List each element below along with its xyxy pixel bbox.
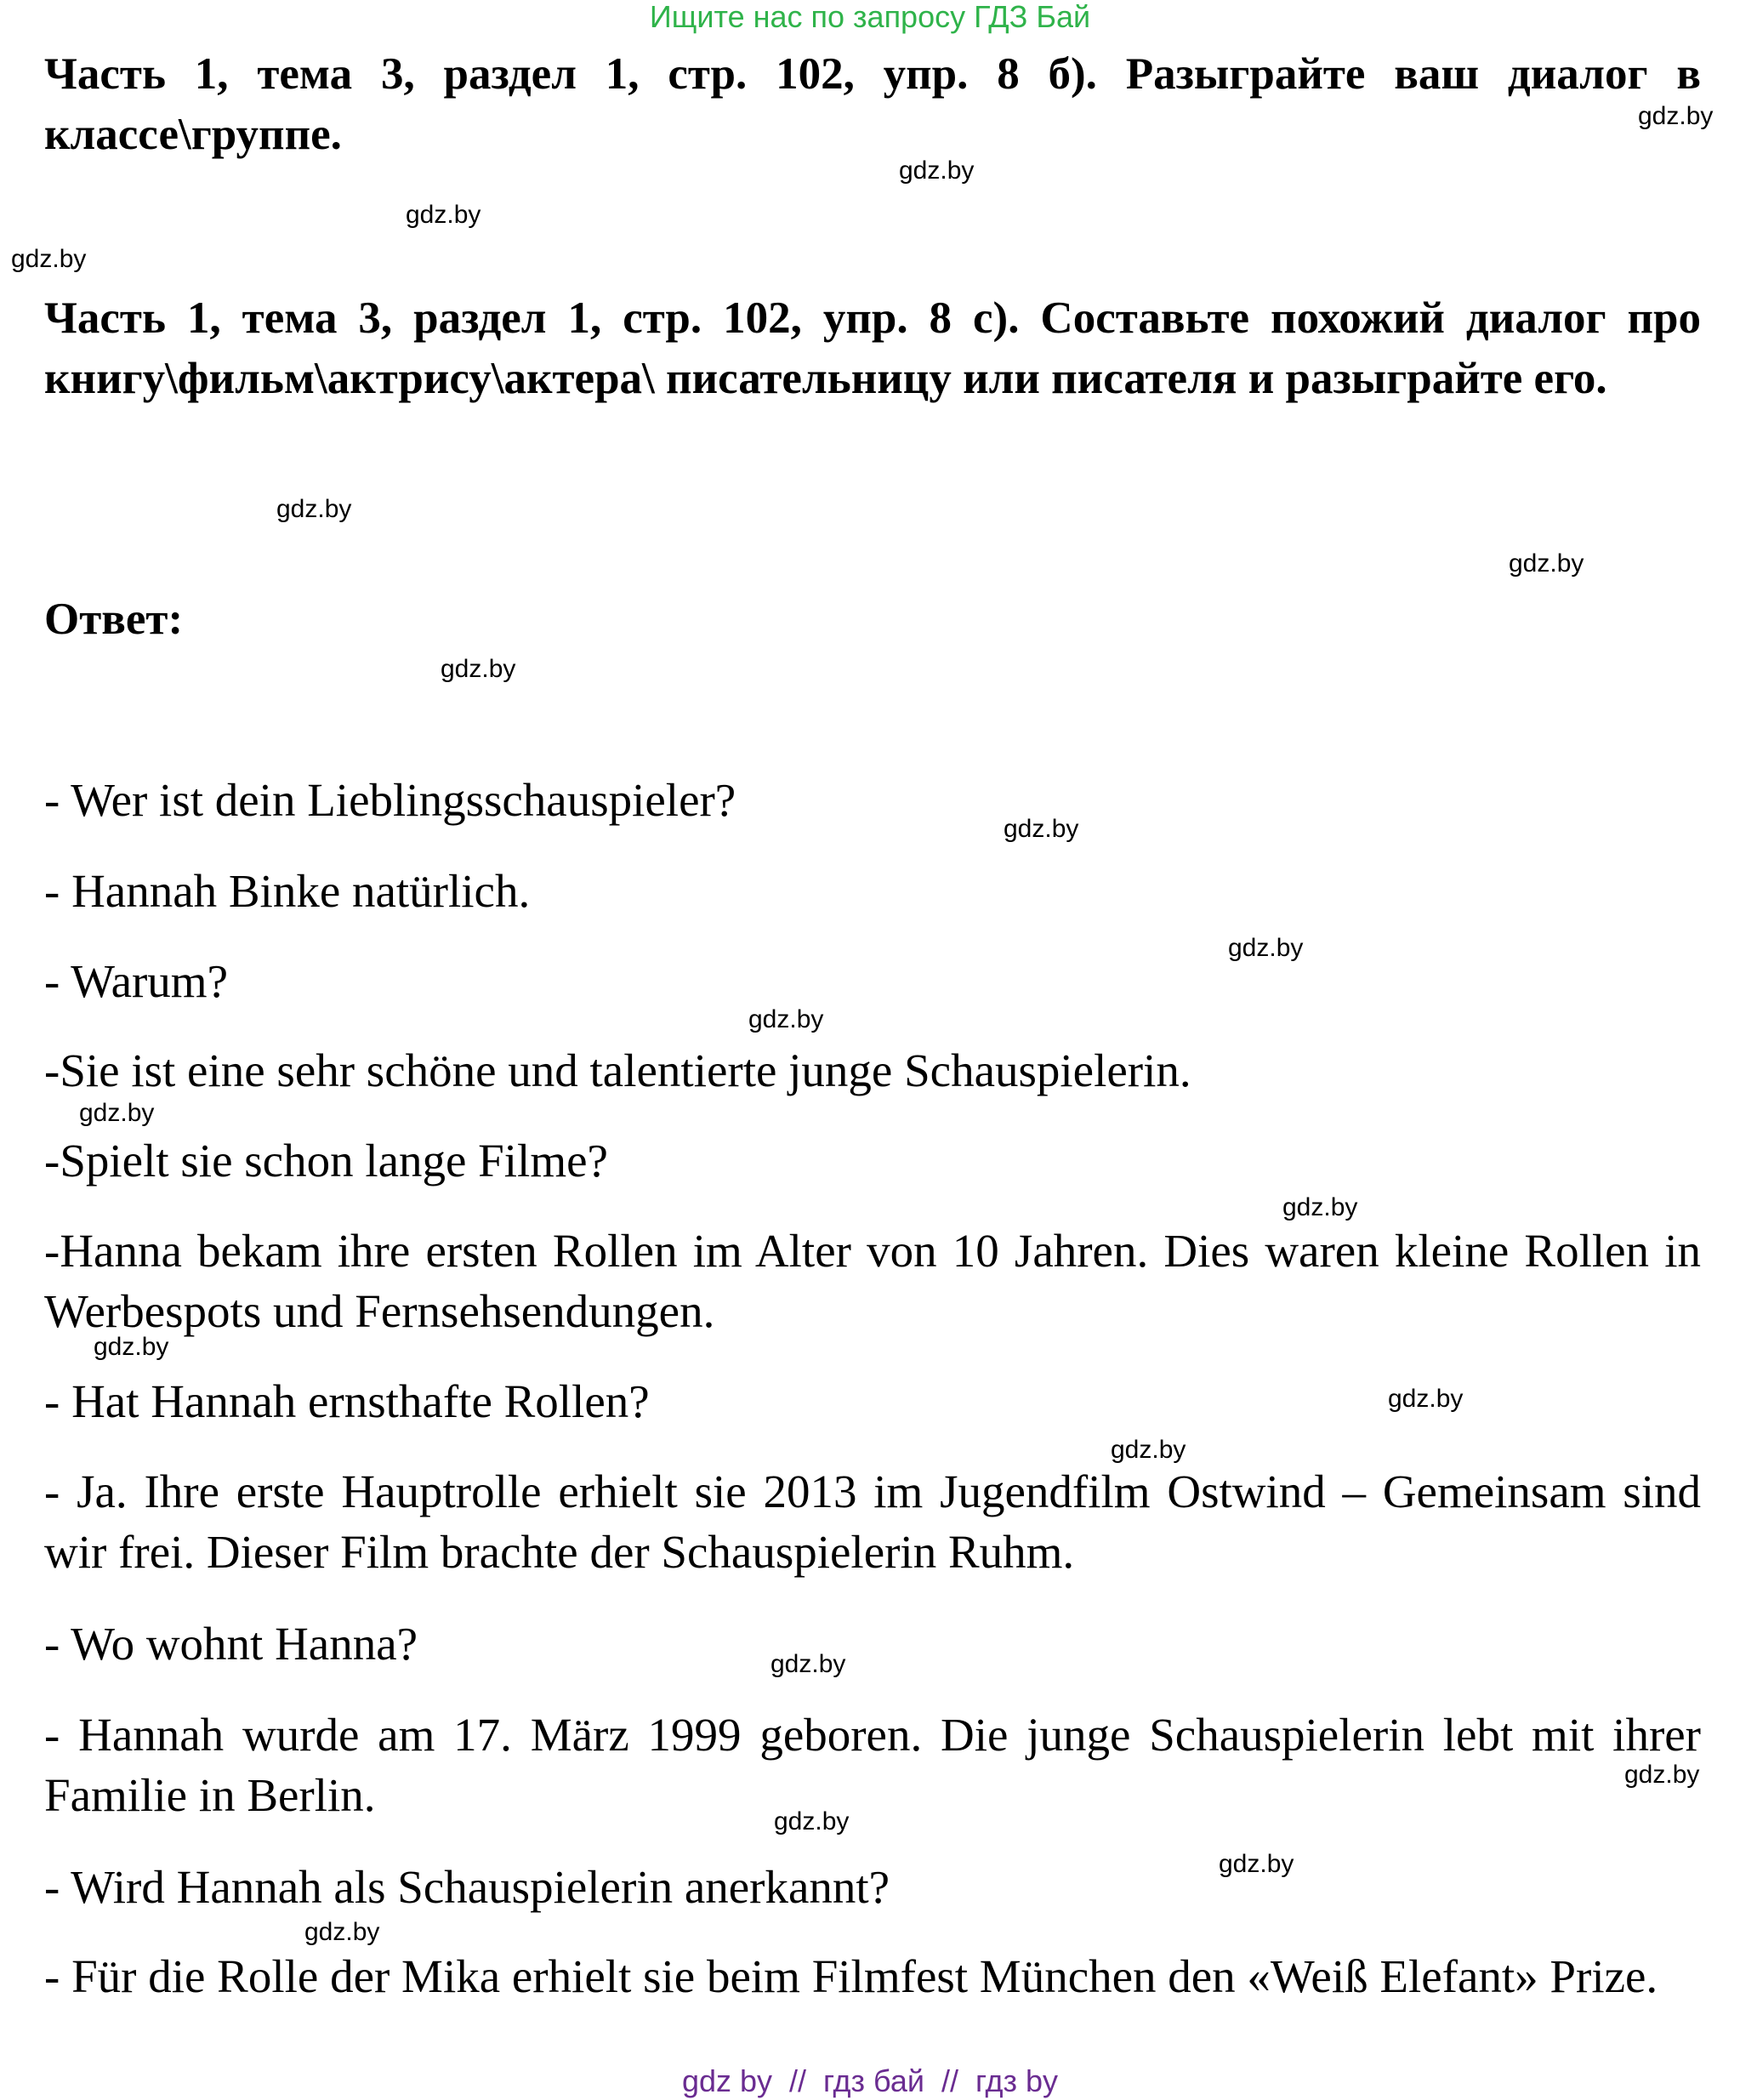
watermark-text: gdz.by: [1282, 1193, 1358, 1221]
task-heading-8b: Часть 1, тема 3, раздел 1, стр. 102, упр. 8 б). Разыграйте ваш диалог в классе\группе.: [44, 49, 1701, 159]
footer-link[interactable]: gdz by // гдз бай // гдз by: [681, 2063, 1059, 2098]
watermark-text: gdz.by: [1509, 549, 1584, 578]
dialogue-line: - Für die Rolle der Mika erhielt sie beim Filmfest München den «Weiß Elefant» Prize.: [44, 1950, 1658, 2002]
watermark-text: gdz.by: [748, 1005, 824, 1033]
watermark-text: gdz.by: [304, 1918, 380, 1946]
dialogue-line: -Hanna bekam ihre ersten Rollen im Alter von 10 Jahren. Dies waren kleine Rollen in Werbespots und Fernsehsendungen.: [44, 1225, 1701, 1337]
watermark-text: gdz.by: [406, 201, 481, 229]
watermark-text: gdz.by: [441, 655, 516, 683]
watermark-text: gdz.by: [899, 157, 975, 185]
watermark-text: gdz.by: [774, 1807, 850, 1835]
top-banner-link[interactable]: Ищите нас по запросу ГДЗ Бай: [649, 0, 1091, 34]
dialogue-line: - Hat Hannah ernsthafte Rollen?: [44, 1375, 650, 1427]
watermark-text: gdz.by: [770, 1650, 846, 1678]
watermark-text: gdz.by: [1624, 1761, 1700, 1789]
dialogue-line: -Spielt sie schon lange Filme?: [44, 1135, 608, 1187]
watermark-text: gdz.by: [276, 495, 352, 523]
dialogue-line: - Warum?: [44, 955, 228, 1007]
dialogue-line: - Wo wohnt Hanna?: [44, 1618, 418, 1670]
watermark-text: gdz.by: [1004, 815, 1079, 843]
dialogue-line: - Hannah wurde am 17. März 1999 geboren. Die junge Schauspielerin lebt mit ihrer Familie in Berlin.: [44, 1709, 1701, 1821]
dialogue-line: - Wird Hannah als Schauspielerin anerkannt?: [44, 1861, 890, 1913]
watermark-text: gdz.by: [1638, 102, 1714, 130]
dialogue-line: - Ja. Ihre erste Hauptrolle erhielt sie 2013 im Jugendfilm Ostwind – Gemeinsam sind wir frei. Dieser Film brachte der Schauspielerin Ruhm.: [44, 1465, 1701, 1578]
watermark-text: gdz.by: [1228, 934, 1304, 962]
watermark-text: gdz.by: [94, 1333, 169, 1361]
dialogue-line: -Sie ist eine sehr schöne und talentierte junge Schauspielerin.: [44, 1044, 1191, 1096]
watermark-text: gdz.by: [1111, 1436, 1186, 1464]
watermark-text: gdz.by: [1388, 1385, 1464, 1413]
watermark-text: gdz.by: [79, 1099, 155, 1127]
dialogue-line: - Wer ist dein Lieblingsschauspieler?: [44, 774, 736, 826]
watermark-text: gdz.by: [1219, 1850, 1294, 1878]
task-heading-8c: Часть 1, тема 3, раздел 1, стр. 102, упр. 8 с). Составьте похожий диалог про книгу\фильм\актрису\актера\ писательницу или писателя и разыграйте его.: [44, 293, 1701, 403]
dialogue-line: - Hannah Binke natürlich.: [44, 865, 531, 917]
answer-label: Ответ:: [44, 595, 184, 644]
watermark-text: gdz.by: [11, 245, 87, 273]
